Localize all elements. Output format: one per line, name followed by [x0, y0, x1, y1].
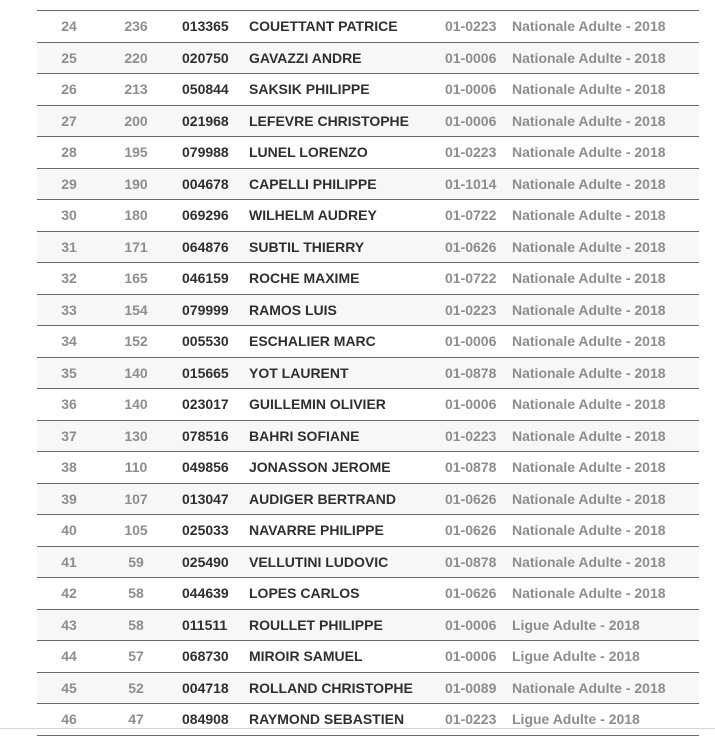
license-number-cell: 050844	[182, 81, 229, 97]
points-cell: 107	[124, 490, 148, 507]
license-number-cell: 079999	[182, 301, 229, 318]
rank-cell: 29	[61, 175, 77, 192]
club-code-cell: 01-0626	[445, 522, 497, 538]
club-code-cell: 01-0006	[445, 112, 497, 129]
category-cell: Nationale Adulte - 2018	[512, 333, 666, 349]
bottom-divider	[0, 728, 715, 729]
table-row	[37, 578, 699, 610]
rank-cell: 45	[61, 679, 77, 696]
rank-cell: 32	[61, 270, 77, 286]
points-cell: 52	[128, 679, 144, 696]
points-cell: 110	[124, 459, 148, 475]
table-row	[37, 74, 699, 106]
license-number-cell: 068730	[182, 648, 229, 664]
club-code-cell: 01-0006	[445, 81, 497, 97]
club-code-cell: 01-0223	[445, 301, 497, 318]
license-number-cell: 084908	[182, 711, 229, 727]
category-cell: Nationale Adulte - 2018	[512, 585, 666, 601]
ranking-table	[37, 10, 699, 736]
table-row	[37, 106, 699, 138]
category-cell: Ligue Adulte - 2018	[512, 711, 640, 727]
player-name-cell: RAMOS LUIS	[249, 301, 337, 318]
license-number-cell: 079988	[182, 144, 229, 160]
club-code-cell: 01-0223	[445, 427, 497, 444]
category-cell: Nationale Adulte - 2018	[512, 522, 666, 538]
license-number-cell: 069296	[182, 207, 229, 223]
table-row	[37, 484, 699, 516]
player-name-cell: ROULLET PHILIPPE	[249, 616, 383, 633]
player-name-cell: SUBTIL THIERRY	[249, 238, 365, 255]
points-cell: 152	[124, 333, 148, 349]
category-cell: Nationale Adulte - 2018	[512, 49, 666, 66]
category-cell: Nationale Adulte - 2018	[512, 490, 666, 507]
player-name-cell: ROCHE MAXIME	[249, 270, 360, 286]
club-code-cell: 01-0006	[445, 396, 497, 412]
player-name-cell: LUNEL LORENZO	[249, 144, 368, 160]
points-cell: 58	[128, 585, 144, 601]
player-name-cell: MIROIR SAMUEL	[249, 648, 363, 664]
license-number-cell: 044639	[182, 585, 229, 601]
player-name-cell: ESCHALIER MARC	[249, 333, 376, 349]
player-name-cell: JONASSON JEROME	[249, 459, 391, 475]
club-code-cell: 01-0006	[445, 333, 497, 349]
license-number-cell: 005530	[182, 333, 229, 349]
player-name-cell: LOPES CARLOS	[249, 585, 360, 601]
rank-cell: 36	[61, 396, 77, 412]
license-number-cell: 021968	[182, 112, 229, 129]
category-cell: Nationale Adulte - 2018	[512, 175, 666, 192]
points-cell: 105	[124, 522, 148, 538]
category-cell: Nationale Adulte - 2018	[512, 238, 666, 255]
rank-cell: 42	[61, 585, 77, 601]
points-cell: 57	[128, 648, 144, 664]
rank-cell: 44	[61, 648, 77, 664]
player-name-cell: CAPELLI PHILIPPE	[249, 175, 377, 192]
points-cell: 236	[124, 18, 148, 34]
category-cell: Ligue Adulte - 2018	[512, 648, 640, 664]
rank-cell: 24	[61, 18, 77, 34]
club-code-cell: 01-0878	[445, 553, 497, 570]
table-row	[37, 610, 699, 642]
player-name-cell: BAHRI SOFIANE	[249, 427, 360, 444]
category-cell: Nationale Adulte - 2018	[512, 553, 666, 570]
table-row	[37, 421, 699, 453]
license-number-cell: 020750	[182, 49, 229, 66]
category-cell: Nationale Adulte - 2018	[512, 112, 666, 129]
rank-cell: 31	[61, 238, 77, 255]
club-code-cell: 01-0223	[445, 711, 497, 727]
player-name-cell: RAYMOND SEBASTIEN	[249, 711, 405, 727]
player-name-cell: SAKSIK PHILIPPE	[249, 81, 370, 97]
license-number-cell: 015665	[182, 364, 229, 381]
category-cell: Ligue Adulte - 2018	[512, 616, 640, 633]
rank-cell: 39	[61, 490, 77, 507]
license-number-cell: 025033	[182, 522, 229, 538]
table-row	[37, 452, 699, 484]
points-cell: 213	[124, 81, 148, 97]
club-code-cell: 01-0878	[445, 459, 497, 475]
table-row	[37, 200, 699, 232]
category-cell: Nationale Adulte - 2018	[512, 270, 666, 286]
points-cell: 171	[124, 238, 148, 255]
license-number-cell: 004718	[182, 679, 229, 696]
rank-cell: 25	[61, 49, 77, 66]
points-cell: 47	[128, 711, 144, 727]
points-cell: 130	[124, 427, 148, 444]
category-cell: Nationale Adulte - 2018	[512, 427, 666, 444]
category-cell: Nationale Adulte - 2018	[512, 364, 666, 381]
license-number-cell: 046159	[182, 270, 229, 286]
player-name-cell: AUDIGER BERTRAND	[249, 490, 396, 507]
rank-cell: 26	[61, 81, 77, 97]
points-cell: 195	[124, 144, 148, 160]
club-code-cell: 01-0006	[445, 648, 497, 664]
table-row	[37, 358, 699, 390]
club-code-cell: 01-0878	[445, 364, 497, 381]
rank-cell: 28	[61, 144, 77, 160]
player-name-cell: VELLUTINI LUDOVIC	[249, 553, 389, 570]
points-cell: 220	[124, 49, 148, 66]
club-code-cell: 01-0006	[445, 49, 497, 66]
rank-cell: 41	[61, 553, 77, 570]
rank-cell: 27	[61, 112, 77, 129]
club-code-cell: 01-0626	[445, 585, 497, 601]
rank-cell: 46	[61, 711, 77, 727]
table-row	[37, 169, 699, 201]
table-row	[37, 263, 699, 295]
points-cell: 140	[124, 396, 148, 412]
points-cell: 200	[124, 112, 148, 129]
category-cell: Nationale Adulte - 2018	[512, 207, 666, 223]
club-code-cell: 01-0089	[445, 679, 497, 696]
license-number-cell: 025490	[182, 553, 229, 570]
points-cell: 58	[128, 616, 144, 633]
license-number-cell: 064876	[182, 238, 229, 255]
points-cell: 190	[124, 175, 148, 192]
points-cell: 165	[124, 270, 148, 286]
player-name-cell: COUETTANT PATRICE	[249, 18, 398, 34]
club-code-cell: 01-0223	[445, 144, 497, 160]
license-number-cell: 049856	[182, 459, 229, 475]
player-name-cell: YOT LAURENT	[249, 364, 349, 381]
points-cell: 180	[124, 207, 148, 223]
club-code-cell: 01-0722	[445, 207, 497, 223]
table-row	[37, 10, 699, 43]
player-name-cell: ROLLAND CHRISTOPHE	[249, 679, 413, 696]
table-row	[37, 232, 699, 264]
club-code-cell: 01-1014	[445, 175, 497, 192]
category-cell: Nationale Adulte - 2018	[512, 144, 666, 160]
rank-cell: 37	[61, 427, 77, 444]
rank-cell: 40	[61, 522, 77, 538]
club-code-cell: 01-0006	[445, 616, 497, 633]
category-cell: Nationale Adulte - 2018	[512, 679, 666, 696]
license-number-cell: 078516	[182, 427, 229, 444]
club-code-cell: 01-0626	[445, 238, 497, 255]
club-code-cell: 01-0626	[445, 490, 497, 507]
rank-cell: 35	[61, 364, 77, 381]
table-row	[37, 389, 699, 421]
rank-cell: 30	[61, 207, 77, 223]
club-code-cell: 01-0223	[445, 18, 497, 34]
rank-cell: 43	[61, 616, 77, 633]
player-name-cell: NAVARRE PHILIPPE	[249, 522, 384, 538]
club-code-cell: 01-0722	[445, 270, 497, 286]
license-number-cell: 023017	[182, 396, 229, 412]
license-number-cell: 011511	[182, 616, 228, 633]
category-cell: Nationale Adulte - 2018	[512, 301, 666, 318]
table-row	[37, 641, 699, 673]
category-cell: Nationale Adulte - 2018	[512, 81, 666, 97]
player-name-cell: GUILLEMIN OLIVIER	[249, 396, 386, 412]
table-row	[37, 704, 699, 736]
table-row	[37, 295, 699, 327]
rank-cell: 34	[61, 333, 77, 349]
rank-cell: 33	[61, 301, 77, 318]
license-number-cell: 013365	[182, 18, 229, 34]
table-row	[37, 326, 699, 358]
points-cell: 59	[128, 553, 144, 570]
license-number-cell: 004678	[182, 175, 229, 192]
points-cell: 154	[124, 301, 148, 318]
category-cell: Nationale Adulte - 2018	[512, 18, 666, 34]
category-cell: Nationale Adulte - 2018	[512, 459, 666, 475]
table-row	[37, 43, 699, 75]
player-name-cell: GAVAZZI ANDRE	[249, 49, 362, 66]
category-cell: Nationale Adulte - 2018	[512, 396, 666, 412]
rank-cell: 38	[61, 459, 77, 475]
points-cell: 140	[124, 364, 148, 381]
table-row	[37, 547, 699, 579]
license-number-cell: 013047	[182, 490, 229, 507]
table-row	[37, 137, 699, 169]
table-row	[37, 515, 699, 547]
player-name-cell: LEFEVRE CHRISTOPHE	[249, 112, 409, 129]
player-name-cell: WILHELM AUDREY	[249, 207, 377, 223]
table-row	[37, 673, 699, 705]
